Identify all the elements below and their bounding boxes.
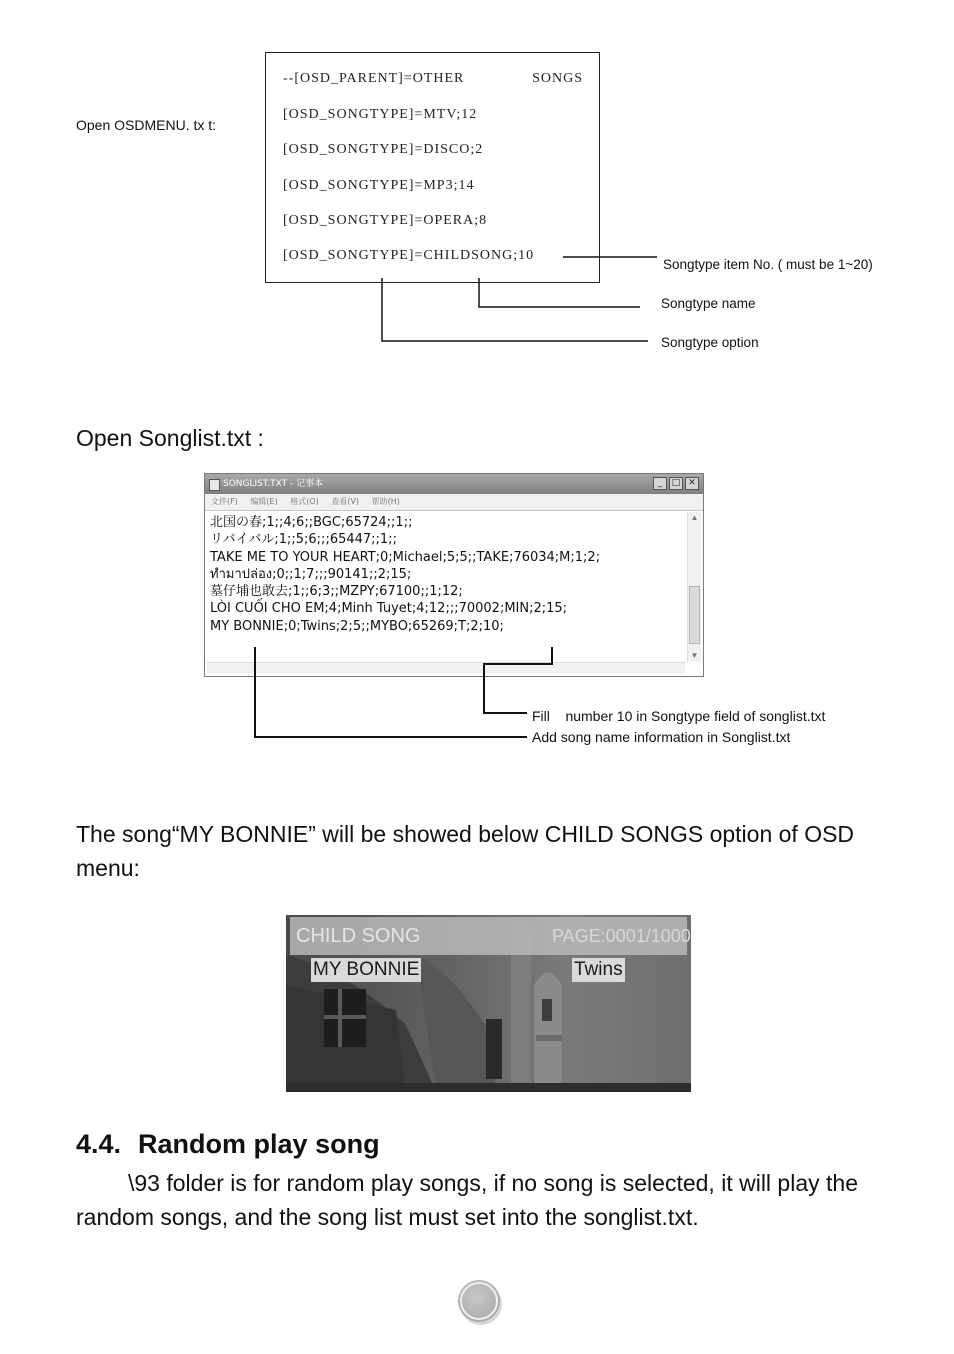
menu-edit[interactable]: 编辑(E) [250, 497, 278, 506]
songlist-line: ทำมาปล่อง;0;;1;7;;;90141;;2;15; [210, 566, 412, 582]
page-circle-ring [460, 1282, 498, 1320]
osd-line: [OSD_SONGTYPE]=MTV;12 [283, 107, 478, 122]
songlist-line: MY BONNIE;0;Twins;2;5;;MYBO;65269;T;2;10; [210, 618, 504, 634]
osdmenu-label: Open OSDMENU. tx t: [76, 117, 217, 133]
annotation-songtype-option: Songtype option [661, 335, 759, 350]
notepad-app-icon [209, 479, 220, 491]
songlist-heading: Open Songlist.txt : [76, 425, 264, 451]
osd-line: [OSD_SONGTYPE]=OPERA;8 [283, 213, 488, 228]
callout-line-option [382, 278, 648, 341]
songlist-line: 北国の春;1;;4;6;;BGC;65724;;1;; [210, 515, 413, 530]
songlist-line: リバイバル;1;;5;6;;;65447;;1;; [210, 532, 397, 548]
menu-file[interactable]: 文件(F) [211, 497, 238, 506]
osd-screen-title: CHILD SONG [296, 925, 421, 947]
scroll-down-icon[interactable]: ▼ [690, 651, 699, 660]
maximize-button[interactable]: □ [669, 477, 683, 490]
osd-menu-screenshot [286, 915, 691, 1092]
songlist-line: 墓仔埔也敢去;1;;6;3;;MZPY;67100;;1;12; [210, 584, 463, 600]
annotation-songtype-name: Songtype name [661, 296, 756, 311]
menu-view[interactable]: 查看(V) [331, 497, 360, 506]
scroll-up-icon[interactable]: ▲ [690, 513, 699, 522]
osd-callout-lines [0, 0, 954, 400]
callout-line-song-name [255, 647, 527, 737]
osd-line: [OSD_SONGTYPE]=CHILDSONG;10 [283, 248, 535, 263]
osd-line: [OSD_SONGTYPE]=DISCO;2 [283, 142, 484, 157]
annotation-item-no: Songtype item No. ( must be 1~20) [663, 257, 873, 272]
songlist-line: LÒI CUỐI CHO EM;4;Minh Tuyet;4;12;;;70002;MIN;2;15; [210, 601, 568, 617]
notepad-menubar [205, 494, 703, 511]
songlist-callout-lines [0, 600, 954, 760]
menu-help[interactable]: 帮助(H) [371, 497, 400, 506]
osd-menu-paragraph: The song“MY BONNIE” will be showed below CHILD SONGS option of OSD menu: [76, 821, 855, 881]
minimize-button[interactable]: _ [653, 477, 667, 490]
menu-format[interactable]: 格式(O) [290, 497, 319, 506]
osd-line: --[OSD_PARENT]=OTHER [283, 71, 465, 86]
notepad-titlebar[interactable] [205, 474, 703, 494]
section-title: Random play song [138, 1129, 380, 1159]
songlist-line: TAKE ME TO YOUR HEART;0;Michael;5;5;;TAKE;76034;M;1;2; [210, 549, 601, 565]
close-button[interactable]: ✕ [685, 477, 699, 490]
callout-line-songtype-field [484, 647, 552, 713]
osd-artist-item: Twins [574, 959, 623, 980]
osd-line: [OSD_SONGTYPE]=MP3;14 [283, 178, 475, 193]
section-heading [76, 1129, 380, 1160]
osd-page-indicator: PAGE:0001/1000 [552, 926, 691, 946]
callout-line-name [479, 278, 640, 307]
notepad-title: SONGLIST.TXT - 记事本 [223, 479, 324, 489]
osd-song-item[interactable]: MY BONNIE [313, 959, 420, 980]
section-number: 4.4. [76, 1129, 122, 1159]
page-number-circle [458, 1280, 500, 1322]
osd-line-suffix: SONGS [532, 71, 583, 86]
annotation-add-song: Add song name information in Songlist.txt [532, 729, 791, 745]
annotation-fill-number: Fill number 10 in Songtype field of songlist.txt [532, 708, 826, 724]
random-paragraph: \93 folder is for random play songs, if no song is selected, it will play the random songs, and the song list must set into the songlist.txt. [76, 1170, 858, 1230]
